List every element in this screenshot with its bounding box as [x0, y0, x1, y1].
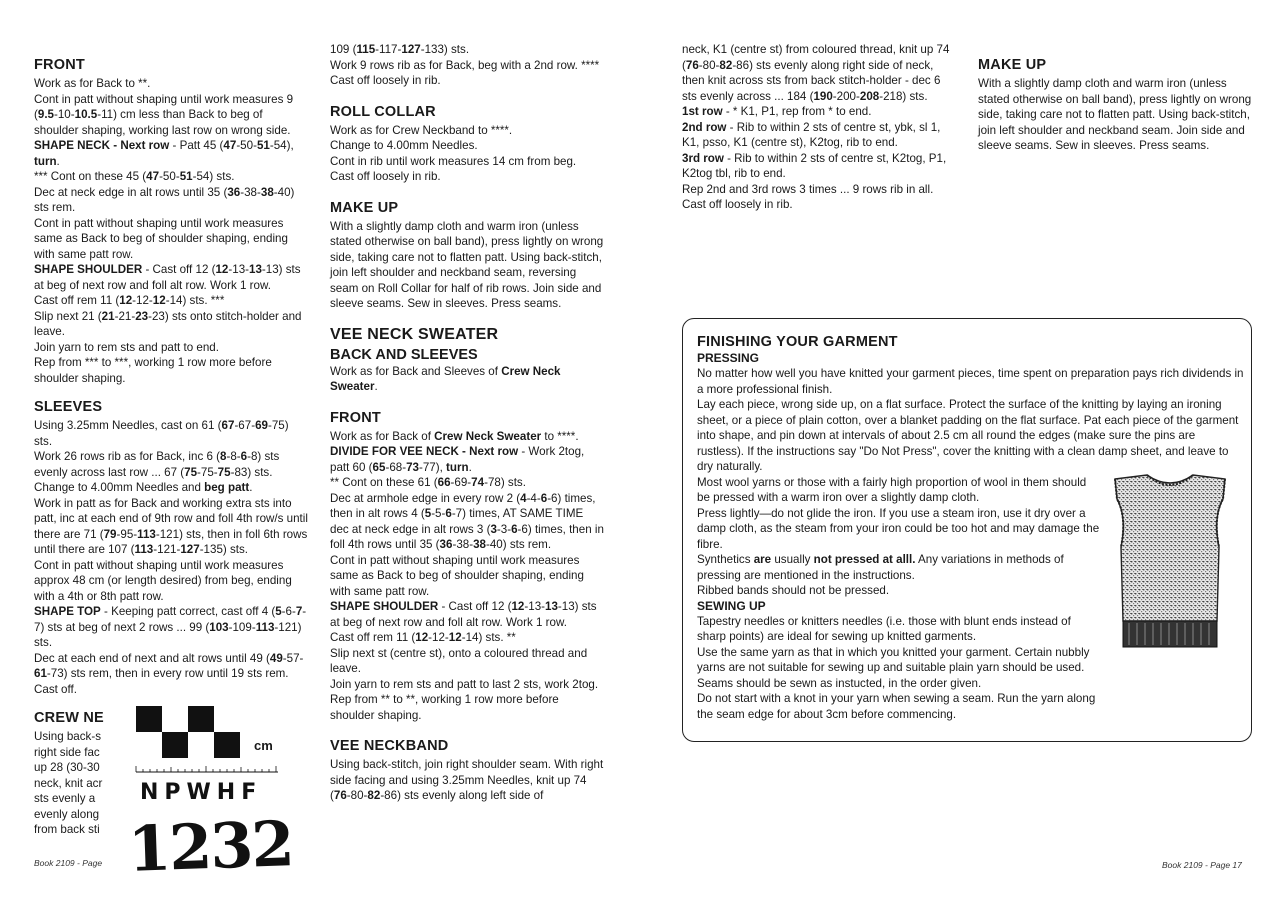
front-line: Cast off rem 11 (12-12-12-14) sts. ***	[34, 294, 225, 307]
crew-line: Using back-s	[34, 730, 102, 743]
front-line: SHAPE SHOULDER - Cast off 12 (12-13-13-13) sts at beg of next row and foll alt row. Work 1 row.	[34, 263, 301, 292]
front-section	[34, 56, 308, 386]
page-footer-left: Book 2109 - Page	[34, 858, 103, 868]
vee-front-line: Dec at armhole edge in every row 2 (4-4-6-6) times, then in alt rows 4 (5-5-6-7) times, AT SAME TIME dec at neck edge in alt rows 3 (3-3-6-6) times, then in foll 4th rows until 35 (36-38-38-40) sts rem.	[330, 491, 604, 551]
pressing-line: No matter how well you have knitted your garment pieces, time spent on preparation pays rich dividends in a more professional finish.	[697, 367, 1244, 396]
sleeves-section	[34, 398, 308, 697]
vee-front-line: Rep from ** to **, working 1 row more before shoulder shaping.	[330, 693, 559, 722]
column-3	[682, 42, 958, 213]
sleeves-line: SHAPE TOP - Keeping patt correct, cast off 4 (5-6-7-7) sts at beg of next 2 rows ... 99 (103-109-113-121) sts.	[34, 605, 307, 649]
vee-front-line: Slip next st (centre st), onto a coloured thread and leave.	[330, 646, 588, 675]
front-line: *** Cont on these 45 (47-50-51-54) sts.	[34, 170, 235, 183]
front-line: SHAPE NECK - Next row - Patt 45 (47-50-51-54), turn.	[34, 139, 294, 168]
front-line: Cont in patt without shaping until work measures 9 (9.5-10-10.5-11) cm less than Back to beg of shoulder shaping, working last row on wrong side.	[34, 92, 294, 137]
finishing-box	[682, 318, 1252, 742]
crew-line: from back sti	[34, 823, 100, 836]
archive-number: 1232	[126, 807, 294, 886]
crew-line: neck, knit acr	[34, 776, 103, 790]
front-heading: FRONT	[34, 57, 85, 73]
vee-back-text: Work as for Back and Sleeves of Crew Neck Sweater.	[330, 364, 561, 393]
sweater-illustration	[1095, 469, 1245, 659]
sleeves-line: Cast off.	[34, 682, 77, 696]
neckband-cont-line: 2nd row - Rib to within 2 sts of centre st, ybk, sl 1, K1, psso, K1 (centre st), K2tog, rib to end.	[682, 120, 941, 149]
makeup-heading: MAKE UP	[330, 199, 399, 216]
vee-neck-heading: VEE NECK SWEATER	[330, 325, 499, 343]
sleeves-line: Change to 4.00mm Needles and beg patt.	[34, 481, 253, 494]
front-line: Join yarn to rem sts and patt to end.	[34, 340, 219, 354]
makeup-heading-right: MAKE UP	[978, 57, 1047, 73]
crew-line: right side fac	[34, 745, 100, 759]
scale-cm-label: cm	[254, 738, 273, 753]
crew-line: evenly along	[34, 807, 100, 821]
pressing-line: Lay each piece, wrong side up, on a flat surface. Protect the surface of the knitting by laying an ironing sheet, or a piece of plain cotton, over a blanket padding on the flat surface. Pat each piece of the garment into shape, and pin down at intervals of about 2.5 cm all round the edges (make sure the pins are rustless). If the instructions say "Do Not Press", cover the knitting with a clean damp sheet, and leave to dry naturally.	[697, 398, 1239, 473]
sleeves-line: Using 3.25mm Needles, cast on 61 (67-67-69-75) sts.	[34, 419, 289, 448]
page-footer-right: Book 2109 - Page 17	[1162, 860, 1242, 870]
makeup-text-right: With a slightly damp cloth and warm iron (unless stated otherwise on ball band), press lightly on wrong side, taking care not to flatten patt. Using back-stitch, join left shoulder and neckband seam. Join side and sleeve seams. Sew in sleeves. Press seams.	[978, 77, 1252, 152]
column-2	[330, 42, 604, 804]
vee-front-line: DIVIDE FOR VEE NECK - Next row - Work 2tog, patt 60 (65-68-73-77), turn.	[330, 445, 585, 474]
crew-line: up 28 (30-30	[34, 761, 100, 774]
vee-front-line: Join yarn to rem sts and patt to last 2 sts, work 2tog.	[330, 677, 599, 691]
neckband-cont-line: Cast off loosely in rib.	[682, 198, 793, 211]
sewing-line: Use the same yarn as that in which you knitted your garment. Certain nubbly yarns are not suitable for sewing up and suitable plain yarn should be used. Seams should be sewn as instucted, in the order given.	[697, 645, 1090, 690]
vee-front-line: Cont in patt without shaping until work measures same as Back to beg of shoulder shaping, ending with same patt row.	[330, 553, 584, 598]
neckband-cont-line: neck, K1 (centre st) from coloured thread, knit up 74 (76-80-82-86) sts evenly along right side of neck, then knit across sts from back stitch-holder - dec 6 sts evenly across ... 184 (190-200-208-218) sts.	[682, 43, 950, 103]
roll-line: Cast off loosely in rib.	[330, 170, 441, 183]
roll-line: Cont in rib until work measures 14 cm from beg.	[330, 154, 577, 168]
vee-front-line: Work as for Back of Crew Neck Sweater to ****.	[330, 429, 579, 443]
crew-cont-line: Work 9 rows rib as for Back, beg with a 2nd row. ****	[330, 58, 600, 72]
finishing-heading: FINISHING YOUR GARMENT	[697, 334, 898, 350]
sewing-line: Do not start with a knot in your yarn when sewing a seam. Run the yarn along the seam edge for about 3cm before commencing.	[697, 692, 1096, 721]
back-sleeves-heading: BACK AND SLEEVES	[330, 346, 478, 363]
pressing-line: Press lightly—do not glide the iron. If you use a steam iron, use it dry over a damp cloth, as the steam from your iron could be too hot and may damage the fibre.	[697, 506, 1100, 551]
roll-line: Change to 4.00mm Needles.	[330, 139, 478, 152]
crew-line: sts evenly a	[34, 792, 96, 805]
sleeves-line: Dec at each end of next and alt rows until 49 (49-57-61-73) sts rem, then in every row until 19 sts rem.	[34, 651, 304, 680]
vee-neckband-section	[330, 737, 604, 804]
vee-front-line: ** Cont on these 61 (66-69-74-78) sts.	[330, 476, 526, 489]
sewing-line: Tapestry needles or knitters needles (i.e. those with blunt ends instead of sharp points) are ideal for sewing up knitted garments.	[697, 614, 1071, 643]
vee-front-line: SHAPE SHOULDER - Cast off 12 (12-13-13-13) sts at beg of next row and foll alt row. Work 1 row.	[330, 600, 597, 629]
front-line: Work as for Back to **.	[34, 77, 151, 90]
neckband-cont-line: 3rd row - Rib to within 2 sts of centre st, K2tog, P1, K2tog tbl, rib to end.	[682, 151, 947, 180]
makeup-section-2	[330, 199, 604, 312]
vee-front-section	[330, 409, 604, 724]
sleeves-line: Work 26 rows rib as for Back, inc 6 (8-8-6-8) sts evenly across last row ... 67 (75-75-75-83) sts.	[34, 450, 280, 479]
pressing-line: Synthetics are usually not pressed at alll. Any variations in methods of pressing are mentioned in the instructions.	[697, 553, 1064, 582]
sleeves-line: Cont in patt without shaping until work measures approx 48 cm (or length desired) from beg, ending with a 4th or 8th patt row.	[34, 558, 292, 603]
vee-neckband-heading: VEE NECKBAND	[330, 738, 449, 754]
pressing-line: Ribbed bands should not be pressed.	[697, 584, 890, 597]
column-4	[978, 56, 1254, 154]
roll-collar-section	[330, 103, 604, 185]
vee-neckband-text: Using back-stitch, join right shoulder seam. With right side facing and using 3.25mm Needles, knit up 74 (76-80-82-86) sts evenly along left side of	[330, 758, 604, 802]
vee-neck-section	[330, 326, 604, 395]
front-line: Dec at neck edge in alt rows until 35 (36-38-38-40) sts rem.	[34, 185, 295, 214]
neckband-cont-line: Rep 2nd and 3rd rows 3 times ... 9 rows rib in all.	[682, 182, 934, 196]
makeup-text: With a slightly damp cloth and warm iron (unless stated otherwise on ball band), press lightly on wrong side, taking care not to flatten patt. Using back-stitch, join left shoulder and neckband seam, reversing seam on Roll Collar for half of rib rows. Join side and sleeve seams. Sew in sleeves. Press seams.	[330, 219, 604, 310]
vee-front-heading: FRONT	[330, 409, 381, 426]
pressing-line: Most wool yarns or those with a fairly high proportion of wool in them should be pressed with a warm iron over a slightly damp cloth.	[697, 475, 1087, 504]
crew-cont-line: Cast off loosely in rib.	[330, 74, 441, 87]
crew-heading: CREW NE	[34, 710, 104, 726]
roll-collar-heading: ROLL COLLAR	[330, 103, 436, 120]
front-line: Slip next 21 (21-21-23-23) sts onto stitch-holder and leave.	[34, 309, 302, 338]
crew-neckband-continued	[330, 42, 604, 89]
neckband-cont-line: 1st row - * K1, P1, rep from * to end.	[682, 105, 872, 118]
sleeves-line: Work in patt as for Back and working extra sts into patt, inc at each end of 9th row and foll 4th row/s until there are 71 (79-95-113-121) sts, then in foll 6th rows until there are 107 (113-121-127-135) sts.	[34, 496, 308, 556]
front-line: Cont in patt without shaping until work measures same as Back to beg of shoulder shaping, ending with same patt row.	[34, 216, 288, 261]
vee-front-line: Cast off rem 11 (12-12-12-14) sts. **	[330, 631, 516, 644]
archive-code: NPWHF	[140, 780, 263, 805]
crew-cont-line: 109 (115-117-127-133) sts.	[330, 43, 470, 56]
roll-line: Work as for Crew Neckband to ****.	[330, 123, 513, 137]
front-line: Rep from *** to ***, working 1 row more before shoulder shaping.	[34, 356, 272, 385]
sewing-heading: SEWING UP	[697, 598, 766, 613]
sleeves-heading: SLEEVES	[34, 399, 103, 415]
pressing-heading: PRESSING	[697, 351, 760, 365]
